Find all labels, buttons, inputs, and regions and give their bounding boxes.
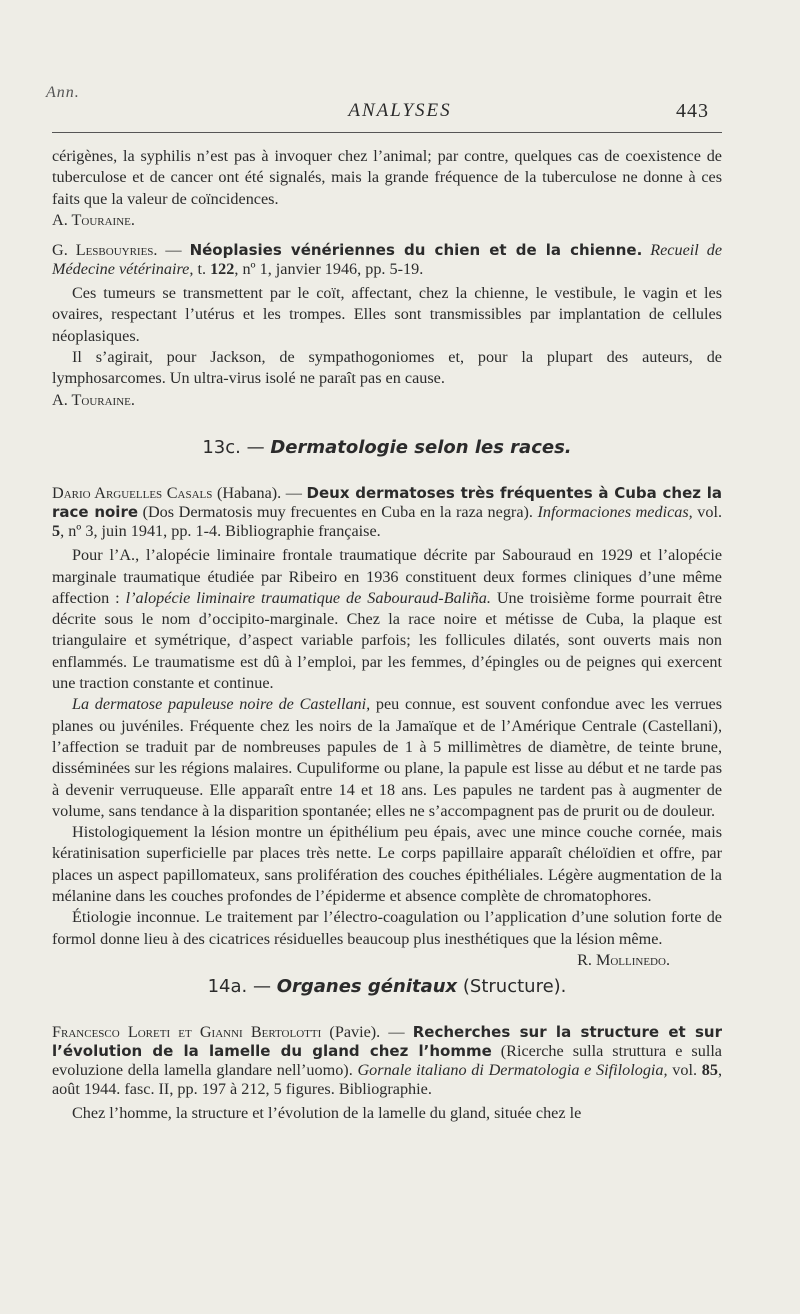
entry-ref-pre: t. <box>193 260 211 279</box>
header-rule <box>52 132 722 133</box>
entry-title: Néoplasies vénériennes du chien et de la chienne. <box>189 241 643 260</box>
paragraph-text: Une troisième forme pourrait être décrite sous le nom d’occipito-marginale. Chez la race noire et métisse de Cuba, la plaque est triangulaire et symétrique, d’aspect variable parfois; les follicules dilatés, sont ouverts mais non enflammés. Le traumatisme est dû à l’emploi, par les femmes, d’épingles ou de peignes qui exercent une traction constante et continue. <box>52 588 722 693</box>
abstract-entry-lesbouyries <box>52 241 722 279</box>
entry-volume: 5 <box>52 522 61 541</box>
abstract-paragraph <box>52 694 722 822</box>
entry-subtitle: (Dos Dermatosis muy frecuentes en Cuba en la raza negra). <box>138 503 538 522</box>
section-suffix: (Structure). <box>457 975 567 997</box>
section-number: 14a. — <box>207 975 277 997</box>
entry-title: Deux dermatoses très fréquentes à Cuba chez la race noire <box>52 484 723 522</box>
signature: A. Touraine. <box>52 210 135 229</box>
section-title: Organes génitaux <box>276 975 458 997</box>
entry-author: G. Lesbouyries. <box>52 241 158 260</box>
entry-journal: Recueil de Médecine vétérinaire, <box>52 241 722 279</box>
entry-authors: Francesco Loreti et Gianni Bertolotti <box>52 1023 322 1042</box>
entry-subtitle: (Ricerche sulla struttura e sulla evoluzione della lamella glandare nell’uomo). <box>52 1042 722 1080</box>
abstract-entry-arguelles <box>52 484 722 541</box>
abstract-paragraph: Histologiquement la lésion montre un épithélium peu épais, avec une mince couche cornée, mais kératinisation superficielle par places très nette. Le corps papillaire apparaît chéloïdien et offre, par places un aspect papillomateux, sans prolifération des couches épithéliales. Légère augmentation de la mélanine dans les couches profondes de l’épiderme et absence complète de chromatophores. <box>52 823 722 906</box>
paragraph-emphasis: l’alopécie liminaire traumatique de Sabouraud-Baliña. <box>125 588 491 607</box>
entry-dash: — <box>281 484 307 503</box>
page-content <box>52 146 722 1125</box>
section-number: 13c. — <box>202 436 271 458</box>
abstract-paragraph <box>52 545 722 694</box>
paragraph-text: peu connue, est souvent confondue avec les verrues planes ou juvéniles. Fréquente chez les noirs de la Jamaïque et de l’Amérique Centrale (Castellani), l’affection se traduit par de nombreuses papules de 1 à 5 millimètres de diamètre, de teinte brune, disséminées sur les régions malaires. Cupuliforme ou plane, la papule est lisse au début et ne tarde pas à devenir verruqueuse. Elle apparaît entre 14 et 18 ans. Les papules ne tardent pas à augmenter de volume, sans tendance à la disparition spontanée; elles ne s’accompagnent pas de prurit ou de douleur. <box>52 695 722 820</box>
signature: A. Touraine. <box>52 390 135 409</box>
continuation-text: cérigènes, la syphilis n’est pas à invoquer chez l’animal; par contre, quelques cas de coexistence de tuberculose et de cancer ont été signalés, mais la grande fréquence de la tuberculose ne donne à ces faits que la valeur de coïncidences. <box>52 147 722 208</box>
paragraph-text: Pour l’A., l’alopécie liminaire frontale traumatique décrite par Sabouraud en 1929 et l’alopécie marginale traumatique étudiée par Ribeiro en 1936 constituent deux formes cliniques d’une même affection : <box>52 546 722 607</box>
entry-volume: 85 <box>701 1061 718 1080</box>
paragraph-emphasis: La dermatose papuleuse noire de Castellani, <box>72 695 371 714</box>
running-title: ANALYSES <box>348 100 452 121</box>
section-heading-14a <box>52 976 722 997</box>
page-number: 443 <box>676 100 709 122</box>
abstract-entry-loreti <box>52 1023 722 1099</box>
paragraph-text: Étiologie inconnue. Le traitement par l’électro-coagulation ou l’application d’une solution forte de formol donne lieu à des cicatrices résiduelles beaucoup plus inesthétiques que la lésion même. <box>52 908 722 948</box>
abstract-paragraph <box>52 907 722 969</box>
entry-place: (Habana). <box>212 484 282 503</box>
entry-dash: — <box>380 1023 413 1042</box>
continuation-paragraph <box>52 146 722 210</box>
entry-title: Recherches sur la structure et sur l’évolution de la lamelle du gland chez l’homme <box>52 1023 723 1061</box>
abstract-paragraph: Ces tumeurs se transmettent par le coït, affectant, chez la chienne, le vestibule, le vagin et les ovaires, respectant l’utérus et les trompes. Elles sont transmissibles par implantation de cellules néoplasiques. <box>52 284 722 345</box>
section-title: Dermatologie selon les races. <box>270 436 572 458</box>
entry-ref-post: , nº 1, janvier 1946, pp. 5-19. <box>234 260 424 279</box>
abstract-paragraph: Chez l’homme, la structure et l’évolution de la lamelle du gland, située chez le <box>72 1104 582 1123</box>
abstract-paragraph: Il s’agirait, pour Jackson, de sympathogoniomes et, pour la plupart des auteurs, de lymphosarcomes. Un ultra-virus isolé ne paraît pas en cause. <box>52 348 722 388</box>
entry-journal: Gornale italiano di Dermatologia e Sifilologia, <box>357 1061 668 1080</box>
entry-ref-post: , août 1944. fasc. II, pp. 197 à 212, 5 figures. Bibliographie. <box>52 1061 723 1099</box>
signature: R. Mollinedo. <box>577 950 670 969</box>
entry-journal: Informaciones medicas, <box>537 503 693 522</box>
section-heading-13c <box>52 437 722 458</box>
entry-ref-pre: vol. <box>667 1061 702 1080</box>
entry-dash: — <box>157 241 190 260</box>
corner-annotation: Ann. <box>46 84 80 101</box>
entry-place: (Pavie). <box>321 1023 381 1042</box>
entry-ref-post: , nº 3, juin 1941, pp. 1-4. Bibliographie française. <box>60 522 381 541</box>
entry-ref-pre: vol. <box>692 503 723 522</box>
entry-author: Dario Arguelles Casals <box>52 484 213 503</box>
entry-volume: 122 <box>210 260 235 279</box>
